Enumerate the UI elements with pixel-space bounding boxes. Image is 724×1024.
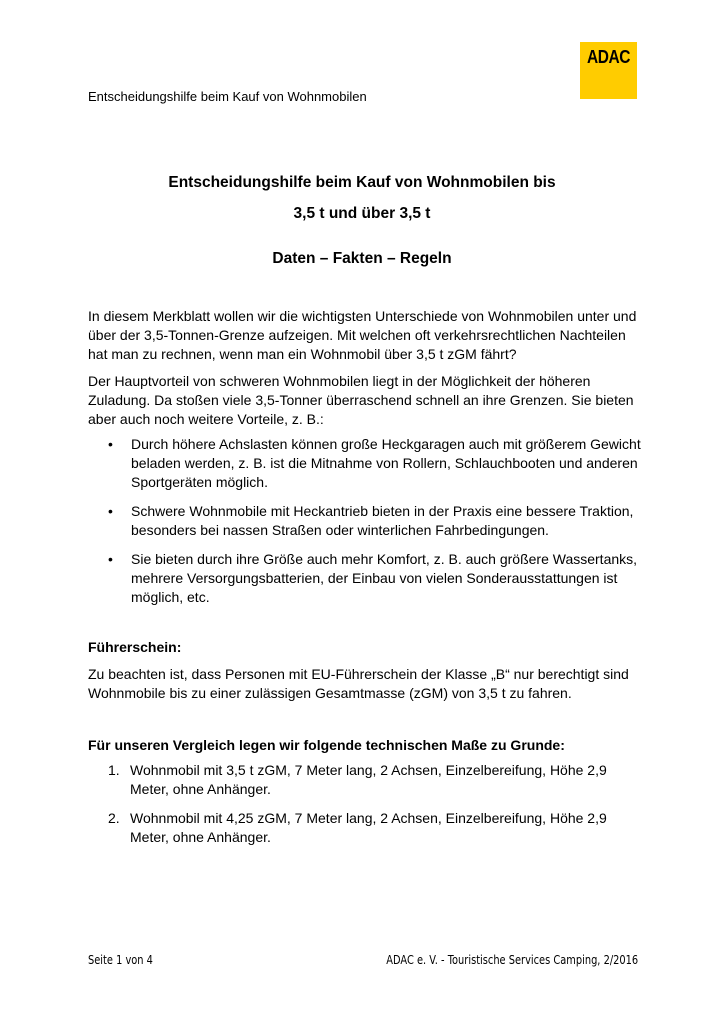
list-item [88,809,648,847]
running-header: Entscheidungshilfe beim Kauf von Wohnmobilen [88,89,367,104]
comparison-list [88,761,648,847]
comparison-heading: Für unseren Vergleich legen wir folgende technischen Maße zu Grunde: [88,737,565,753]
license-heading: Führerschein: [88,639,182,655]
bullet-icon: • [108,551,113,567]
list-item-text: Durch höhere Achslasten können große Heckgaragen auch mit größerem Gewicht beladen werden, z. B. ist die Mitnahme von Rollern, Schlauchbooten und anderen Sportgeräten möglich. [131,436,641,490]
advantages-list [88,435,648,607]
logo-text: ADAC [587,47,630,67]
bullet-icon: • [108,503,113,519]
bullet-icon: • [108,436,113,452]
list-item [88,550,648,607]
list-item-text: Sie bieten durch ihre Größe auch mehr Komfort, z. B. auch größere Wassertanks, mehrere Versorgungsbatterien, der Einbau von vielen Sonderausstattungen ist möglich, etc. [131,551,638,605]
list-item-text: Wohnmobil mit 3,5 t zGM, 7 Meter lang, 2 Achsen, Einzelbereifung, Höhe 2,9 Meter, ohne Anhänger. [130,762,607,797]
list-item-text: Schwere Wohnmobile mit Heckantrieb bieten in der Praxis eine bessere Traktion, besonders bei nassen Straßen oder winterlichen Fahrbedingungen. [131,503,634,538]
adac-logo [580,42,637,99]
list-number: 2. [108,810,120,826]
page-number: Seite 1 von 4 [88,953,153,967]
list-item [88,435,648,492]
advantages-paragraph: Der Hauptvorteil von schweren Wohnmobilen liegt in der Möglichkeit der höheren Zuladung. Da stoßen viele 3,5-Tonner überraschend schnell an ihre Grenzen. Sie bieten aber auch noch weitere Vorteile, z. B.: [88,373,634,427]
list-item-text: Wohnmobil mit 4,25 zGM, 7 Meter lang, 2 Achsen, Einzelbereifung, Höhe 2,9 Meter, ohne Anhänger. [130,810,607,845]
document-title-line-2: 3,5 t und über 3,5 t [293,205,431,222]
document-subtitle: Daten – Fakten – Regeln [272,250,452,267]
list-item [88,502,648,540]
footer-publisher: ADAC e. V. - Touristische Services Camping, 2/2016 [386,953,638,967]
license-paragraph: Zu beachten ist, dass Personen mit EU-Führerschein der Klasse „B“ nur berechtigt sind Wohnmobile bis zu einer zulässigen Gesamtmasse (zGM) von 3,5 t zu fahren. [88,666,629,701]
list-number: 1. [108,762,120,778]
intro-paragraph: In diesem Merkblatt wollen wir die wichtigsten Unterschiede von Wohnmobilen unter und über der 3,5-Tonnen-Grenze aufzeigen. Mit welchen oft verkehrsrechtlichen Nachteilen hat man zu rechnen, wenn man ein Wohnmobil über 3,5 t zGM fährt? [88,308,637,362]
document-title-line-1: Entscheidungshilfe beim Kauf von Wohnmobilen bis [168,174,556,191]
document-body [88,307,648,857]
list-item [88,761,648,799]
